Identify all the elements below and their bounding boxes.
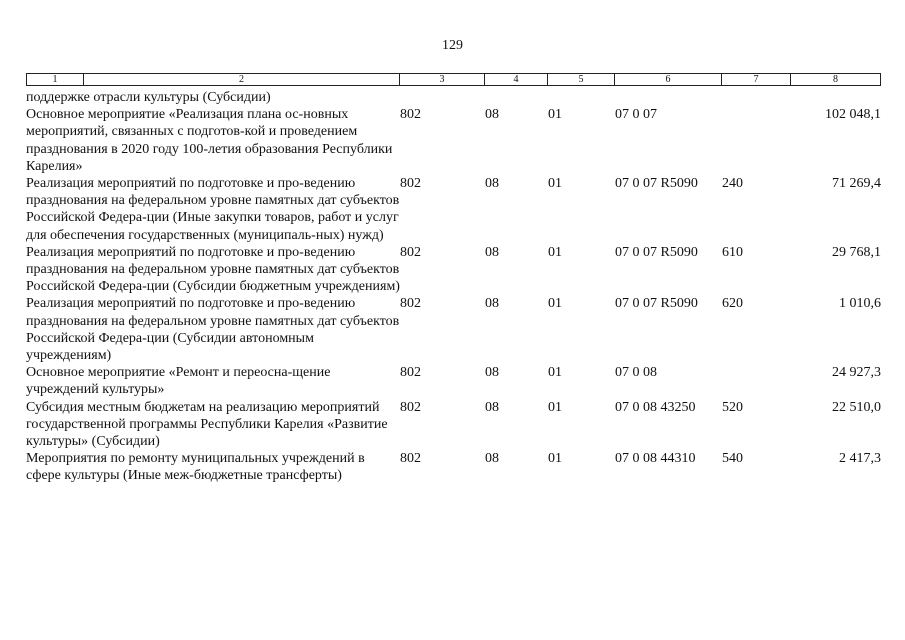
row-target-item: 07 0 07 R5090 (615, 296, 698, 312)
row-sum: 29 768,1 (832, 244, 881, 260)
row-subsection: 01 (548, 399, 562, 415)
row-subsection: 01 (548, 107, 562, 123)
header-col-4: 4 (485, 74, 548, 86)
row-target-item: 07 0 08 44310 (615, 451, 696, 467)
row-section: 08 (485, 399, 499, 415)
row-name: Реализация мероприятий по подготовке и про-ведению празднования на федеральном уровне памятных дат субъектов Российской Федера-ции (Субсидии бюджетным учреждениям) (26, 244, 400, 295)
row-expense-type (722, 106, 791, 175)
table-row (26, 399, 881, 451)
header-col-5: 5 (548, 74, 615, 86)
row-target-item: 07 0 07 R5090 (615, 176, 698, 192)
row-expense-type (722, 364, 791, 398)
row-name: Основное мероприятие «Реализация плана ос-новных мероприятий, связанных с подготов-кой и проведением празднования в 2020 году 100-летия образования Республики Карелия» (26, 107, 393, 174)
row-target-item: 07 0 07 R5090 (615, 244, 698, 260)
row-expense-type: 520 (722, 399, 743, 415)
budget-table-body (26, 89, 881, 485)
header-col-7: 7 (722, 74, 791, 86)
row-sum: 2 417,3 (839, 451, 881, 467)
table-row (26, 295, 881, 364)
row-expense-type: 240 (722, 176, 743, 192)
table-row (26, 450, 881, 484)
row-section: 08 (485, 296, 499, 312)
continuation-text: поддержке отрасли культуры (Субсидии) (26, 90, 271, 105)
row-target-item: 07 0 08 (615, 365, 657, 381)
row-ved: 802 (400, 244, 421, 260)
row-expense-type: 540 (722, 451, 743, 467)
row-sum: 22 510,0 (832, 399, 881, 415)
row-subsection: 01 (548, 451, 562, 467)
header-col-8: 8 (791, 74, 881, 86)
row-sum: 102 048,1 (825, 107, 881, 123)
row-name: Субсидия местным бюджетам на реализацию мероприятий государственной программы Республики Карелия «Развитие культуры» (Субсидии) (26, 399, 388, 450)
row-ved: 802 (400, 296, 421, 312)
header-row (27, 74, 881, 86)
row-target-item: 07 0 08 43250 (615, 399, 696, 415)
table-row (26, 106, 881, 175)
continuation-row (26, 89, 881, 106)
header-col-1: 1 (27, 74, 84, 86)
row-ved: 802 (400, 365, 421, 381)
header-col-2: 2 (84, 74, 400, 86)
row-section: 08 (485, 176, 499, 192)
page-number: 129 (442, 38, 463, 53)
row-target-item: 07 0 07 (615, 107, 657, 123)
header-col-3: 3 (400, 74, 485, 86)
row-section: 08 (485, 244, 499, 260)
row-subsection: 01 (548, 244, 562, 260)
row-name: Реализация мероприятий по подготовке и про-ведению празднования на федеральном уровне памятных дат субъектов Российской Федера-ции (Субсидии автономным учреждениям) (26, 296, 400, 364)
row-subsection: 01 (548, 296, 562, 312)
row-name: Основное мероприятие «Ремонт и переосна-щение учреждений культуры» (26, 365, 331, 398)
row-sum: 24 927,3 (832, 365, 881, 381)
header-col-6: 6 (615, 74, 722, 86)
column-number-header (26, 73, 881, 86)
table-row (26, 244, 881, 296)
row-expense-type: 610 (722, 244, 743, 260)
row-ved: 802 (400, 451, 421, 467)
row-ved: 802 (400, 399, 421, 415)
row-ved: 802 (400, 107, 421, 123)
row-name: Мероприятия по ремонту муниципальных учреждений в сфере культуры (Иные меж-бюджетные трансферты) (26, 451, 365, 484)
row-expense-type: 620 (722, 296, 743, 312)
row-section: 08 (485, 365, 499, 381)
row-sum: 71 269,4 (832, 176, 881, 192)
row-sum: 1 010,6 (839, 296, 881, 312)
table-row (26, 175, 881, 244)
row-subsection: 01 (548, 365, 562, 381)
row-name: Реализация мероприятий по подготовке и про-ведению празднования на федеральном уровне памятных дат субъектов Российской Федера-ции (Иные закупки товаров, работ и услуг для обеспечения государственных (муниципаль-ных) нужд) (26, 176, 400, 243)
row-section: 08 (485, 451, 499, 467)
row-subsection: 01 (548, 176, 562, 192)
row-section: 08 (485, 107, 499, 123)
row-ved: 802 (400, 176, 421, 192)
table-row (26, 364, 881, 398)
